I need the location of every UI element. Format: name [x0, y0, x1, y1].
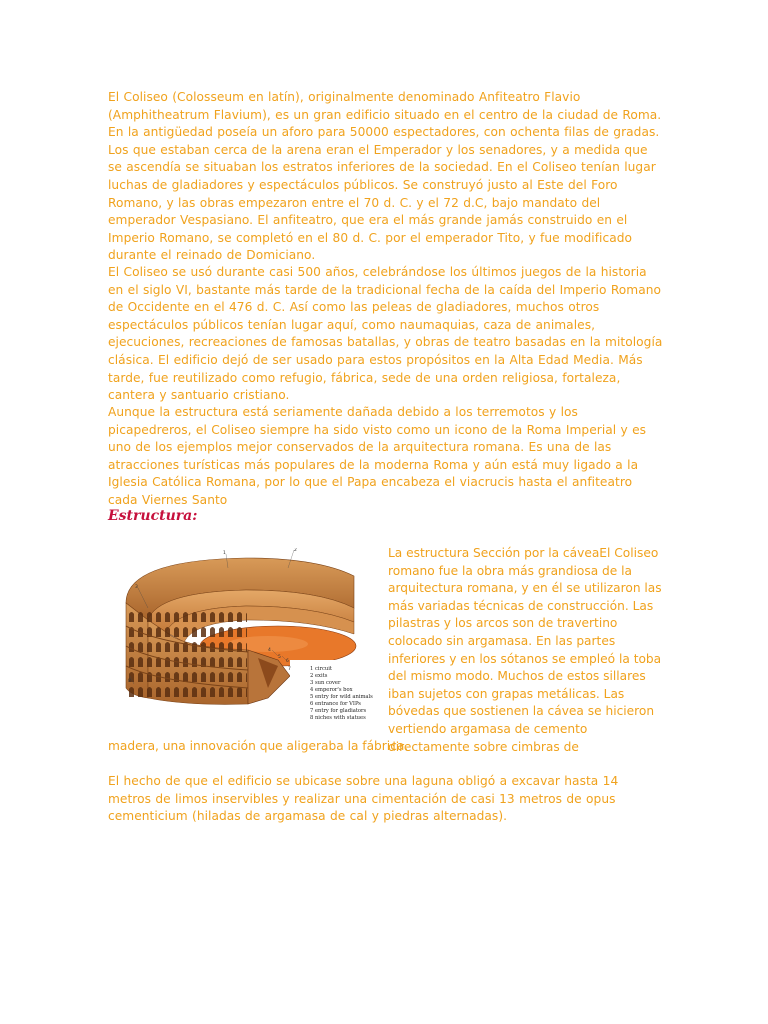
legend-item: 4 emperor's box	[310, 687, 353, 693]
paragraph-intro: El Coliseo (Colosseum en latín), originalmente denominado Anfiteatro Flavio (Amphitheatrum Flavium), es un gran edificio situado en el centro de la ciudad de Roma. En la antigüedad poseía un aforo para 50000 espectadores, con ochenta filas de gradas. Los que estaban cerca de la arena eran el Emperador y los senadores, y a medida que se ascendía se situaban los estratos inferiores de la sociedad. En el Coliseo tenían lugar luchas de gladiadores y espectáculos públicos. Se construyó justo al Este del Foro Romano, y las obras empezaron entre el 70 d. C. y el 72 d.C, bajo mandato del emperador Vespasiano. El anfiteatro, que era el más grande jamás construido en el Imperio Romano, se completó en el 80 d. C. por el emperador Tito, y fue modificado durante el reinado de Domiciano.	[108, 90, 662, 263]
callout-2: 2	[294, 548, 297, 553]
paragraph-structure: La estructura Sección por la cáveaEl Coliseo romano fue la obra más grandiosa de la arquitectura romana, y en él se utilizaron las más variadas técnicas de construcción. Las pilastras y los arcos son de travertino colocado sin argamasa. En las partes inferiores y en los sótanos se empleó la toba del mismo modo. Muchos de estos sillares iban sujetos con grapas metálicas. Las bóvedas que sostienen la cávea se hicieron vertiendo argamasa de cemento directamente sobre cimbras de	[388, 546, 662, 754]
paragraph-history: El Coliseo se usó durante casi 500 años, celebrándose los últimos juegos de la historia en el siglo VI, bastante más tarde de la tradicional fecha de la caída del Imperio Romano de Occidente en el 476 d. C. Así como las peleas de gladiadores, muchos otros espectáculos públicos tenían lugar aquí, como naumaquias, caza de animales, ejecuciones, recreaciones de famosas batallas, y obras de teatro basadas en la mitología clásica. El edificio dejó de ser usado para estos propósitos en la Alta Edad Media. Más tarde, fue reutilizado como refugio, fábrica, sede de una orden religiosa, fortaleza, cantera y santuario cristiano.	[108, 265, 663, 403]
legend-item: 7 entry for gladiators	[310, 708, 367, 714]
callout-6: 6	[286, 659, 289, 664]
colosseum-cutaway-drawing	[118, 548, 380, 728]
legend-item: 1 circuit	[310, 666, 332, 672]
legend-item: 6 entrance for VIPs	[310, 701, 361, 707]
legend-item: 8 niches with statues	[310, 715, 366, 721]
legend-item: 2 exits	[310, 673, 328, 679]
section-heading-estructura: Estructura:	[108, 508, 198, 524]
callout-4: 4	[268, 648, 271, 653]
legend-item: 5 entry for wild animals	[310, 694, 373, 700]
callout-8: 8	[128, 679, 131, 684]
legend-item: 3 sun cover	[310, 680, 341, 686]
callout-3: 3	[135, 585, 138, 590]
paragraph-structure-continued: madera, una innovación que aligeraba la fábrica.	[108, 739, 409, 753]
callout-1: 1	[223, 551, 226, 556]
paragraph-foundation: El hecho de que el edificio se ubicase sobre una laguna obligó a excavar hasta 14 metros de limos inservibles y realizar una cimentación de casi 13 metros de opus cementicium (hiladas de argamasa de cal y piedras alternadas).	[108, 774, 619, 824]
callout-7: 7	[288, 667, 291, 672]
colosseum-illustration	[118, 548, 380, 728]
paragraph-condition: Aunque la estructura está seriamente dañada debido a los terremotos y los picapedreros, el Coliseo siempre ha sido visto como un icono de la Roma Imperial y es uno de los ejemplos mejor conservados de la arquitectura romana. Es una de las atracciones turísticas más populares de la moderna Roma y aún está muy ligado a la Iglesia Católica Romana, por lo que el Papa encabeza el viacrucis hasta el anfiteatro cada Viernes Santo	[108, 405, 647, 507]
callout-5: 5	[278, 655, 281, 660]
